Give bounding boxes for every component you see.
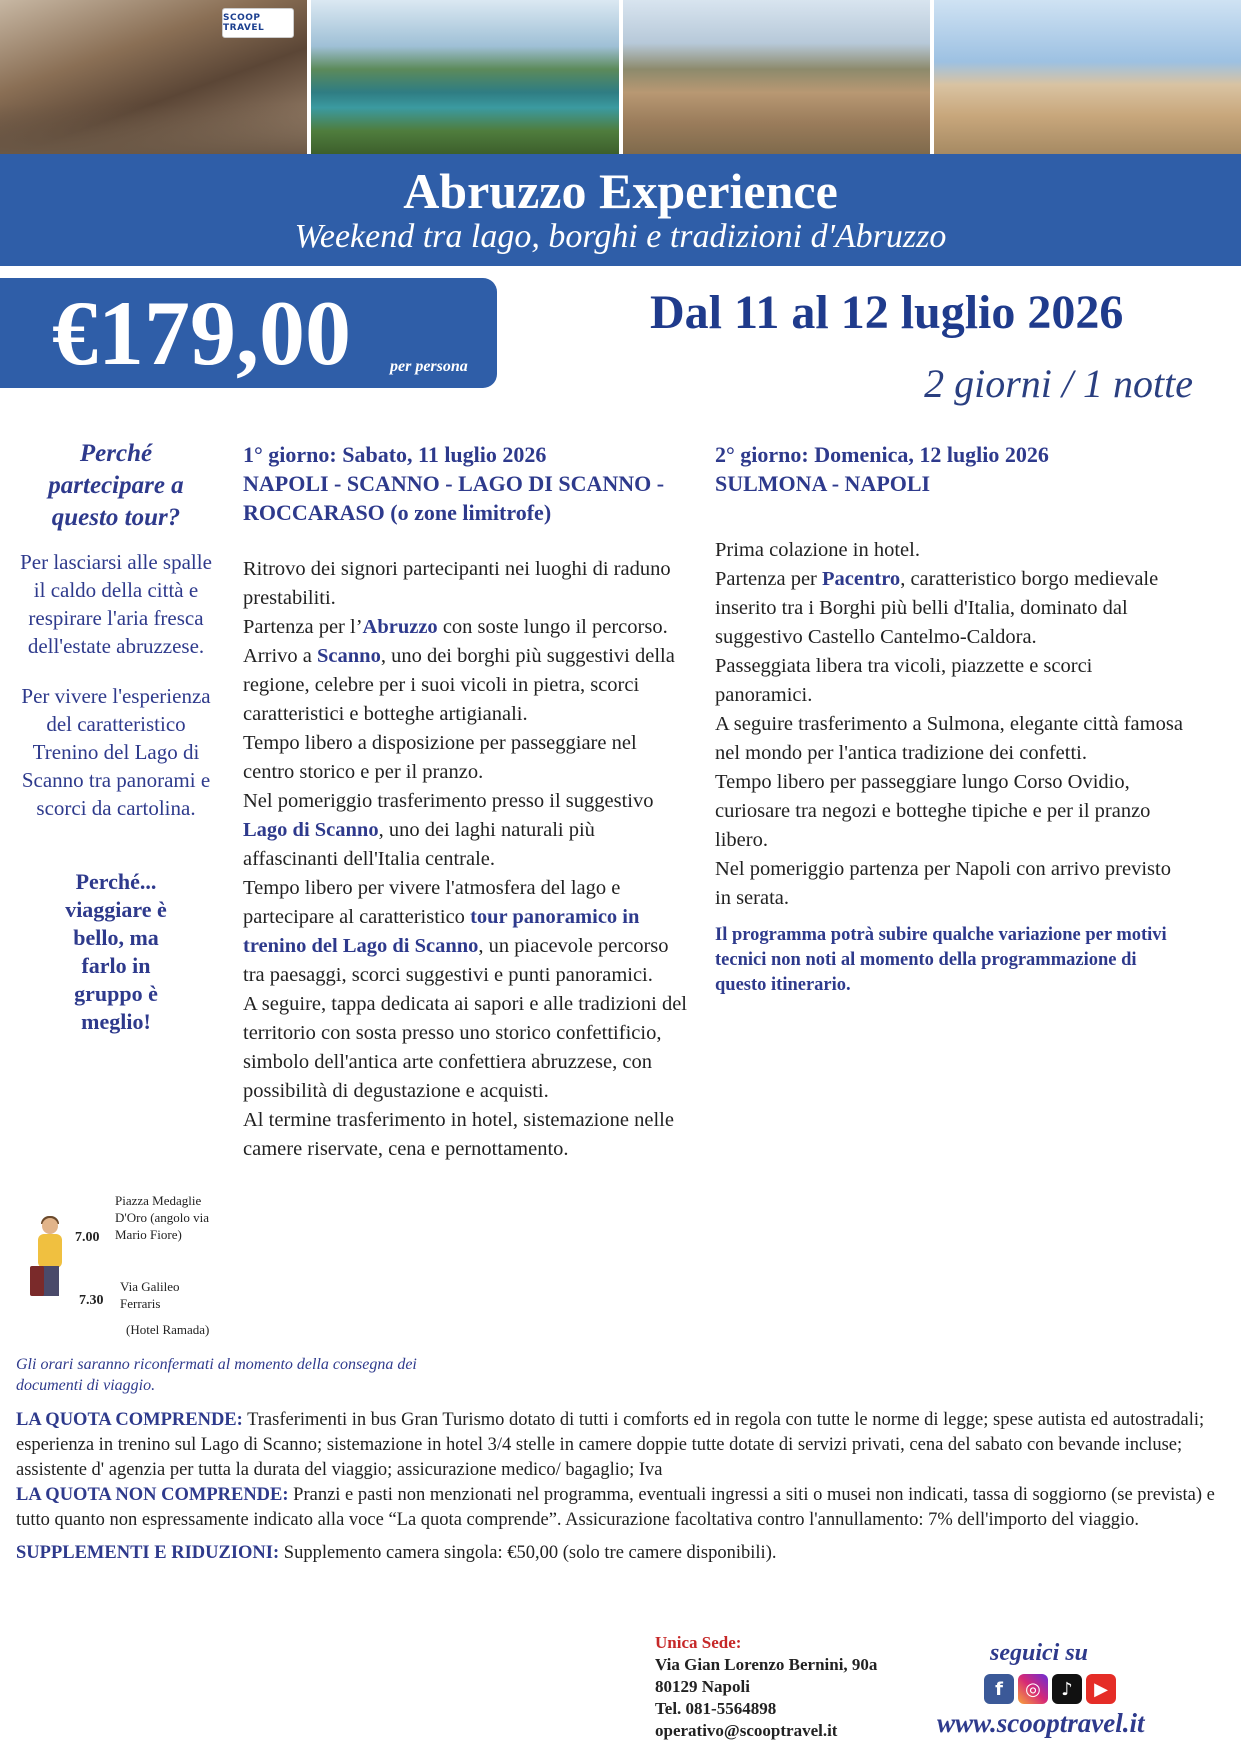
times-note: Gli orari saranno riconfermati al momento della consegna dei documenti di viaggio. bbox=[16, 1356, 417, 1394]
title-band bbox=[0, 154, 1241, 266]
supplementi-label: SUPPLEMENTI E RIDUZIONI: bbox=[16, 1543, 280, 1563]
page-subtitle: Weekend tra lago, borghi e tradizioni d'Abruzzo bbox=[294, 218, 947, 255]
day-2-paragraph: Partenza per Pacentro, caratteristico borgo medievale inserito tra i Borghi più belli d'Italia, dominato dal suggestivo Castello Cantelmo-Caldora. bbox=[715, 568, 1159, 648]
day-2-route: SULMONA - NAPOLI bbox=[715, 471, 931, 496]
departure-place-1: Piazza Medaglie D'Oro (angolo via Mario Fiore) bbox=[115, 1193, 210, 1242]
quota-comprende: LA QUOTA COMPRENDE: Trasferimenti in bus Gran Turismo dotato di tutti i comforts ed in regola con tutte le norme di legge; spese autista ed autostradali; esperienza in trenino sul Lago di Scanno; sistemazione in hotel 3/4 stelle in camere doppie tutte dotate di servizi privati, cena del sabato con bevande incluse; assistente d' agenzia per tutta la durata del viaggio; assicurazione medico/ bagaglio; Iva bbox=[16, 1410, 1205, 1480]
day-2-paragraph: Tempo libero per passeggiare lungo Corso Ovidio, curiosare tra negozi e botteghe tipiche e per il pranzo libero. bbox=[715, 771, 1151, 851]
price-unit: per persona bbox=[390, 358, 468, 375]
why-title: Perché partecipare a questo tour? bbox=[48, 440, 184, 531]
day-1-paragraph: Partenza per l’Abruzzo con soste lungo il percorso. bbox=[243, 616, 668, 638]
day-1-body bbox=[243, 555, 688, 1164]
supplementi: SUPPLEMENTI E RIDUZIONI: Supplemento camera singola: €50,00 (solo tre camere disponibili). bbox=[16, 1543, 777, 1563]
day-1-paragraph: A seguire, tappa dedicata ai sapori e alle tradizioni del territorio con sosta presso uno storico confettificio, simbolo dell'antica arte confettiera abruzzese, con possibilità di degustazione e acquisti. bbox=[243, 993, 687, 1102]
quota-non-comprende-label: LA QUOTA NON COMPRENDE: bbox=[16, 1485, 289, 1505]
tiktok-icon[interactable]: ♪ bbox=[1052, 1674, 1082, 1704]
why-column bbox=[0, 438, 232, 1036]
day-1-paragraph: Ritrovo dei signori partecipanti nei luoghi di raduno prestabiliti. bbox=[243, 558, 671, 609]
quota-comprende-label: LA QUOTA COMPRENDE: bbox=[16, 1410, 243, 1430]
day-2-program bbox=[715, 440, 1185, 998]
why-group-slogan: Perché... viaggiare è bello, ma farlo in gruppo è meglio! bbox=[65, 869, 167, 1034]
day-2-paragraph: Passeggiata libera tra vicoli, piazzette e scorci panoramici. bbox=[715, 655, 1093, 706]
departure-hotel-note: (Hotel Ramada) bbox=[126, 1322, 210, 1337]
address-line-1: Via Gian Lorenzo Bernini, 90a bbox=[655, 1655, 878, 1674]
day-2-body bbox=[715, 536, 1185, 913]
trip-duration: 2 giorni / 1 notte bbox=[924, 361, 1193, 406]
day-1-paragraph: Nel pomeriggio trasferimento presso il suggestivo Lago di Scanno, uno dei laghi naturali più affascinanti dell'Italia centrale. bbox=[243, 790, 654, 870]
departure-info bbox=[30, 1192, 240, 1342]
page-title: Abruzzo Experience bbox=[403, 163, 838, 219]
contact-block bbox=[655, 1632, 877, 1742]
day-2-heading: 2° giorno: Domenica, 12 luglio 2026 bbox=[715, 442, 1049, 467]
highlight-abruzzo: Abruzzo bbox=[362, 616, 438, 638]
departure-time-1: 7.00 bbox=[75, 1230, 100, 1245]
photo-sulmona-fountain bbox=[934, 0, 1241, 154]
scoop-travel-logo: SCOOP TRAVEL bbox=[222, 8, 294, 38]
website-link[interactable]: www.scooptravel.it bbox=[937, 1708, 1145, 1738]
day-1-route: NAPOLI - SCANNO - LAGO DI SCANNO - ROCCARASO (o zone limitrofe) bbox=[243, 471, 665, 525]
address-line-2: 80129 Napoli bbox=[655, 1677, 750, 1696]
highlight-scanno: Scanno bbox=[317, 645, 381, 667]
office-title: Unica Sede: bbox=[655, 1633, 742, 1652]
instagram-icon[interactable]: ◎ bbox=[1018, 1674, 1048, 1704]
price-box bbox=[0, 278, 497, 388]
day-1-paragraph: Tempo libero a disposizione per passeggiare nel centro storico e per il pranzo. bbox=[243, 732, 637, 783]
social-icons bbox=[984, 1674, 1116, 1704]
day-2-paragraph: Prima colazione in hotel. bbox=[715, 539, 920, 561]
photo-pacentro bbox=[623, 0, 930, 154]
program-variation-note: Il programma potrà subire qualche variazione per motivi tecnici non noti al momento della programmazione di questo itinerario. bbox=[715, 925, 1167, 995]
photo-strip bbox=[0, 0, 1241, 154]
highlight-pacentro: Pacentro bbox=[822, 568, 901, 590]
highlight-trenino-tour: tour panoramico in trenino del Lago di Scanno bbox=[243, 906, 640, 957]
terms-section bbox=[16, 1408, 1216, 1566]
why-reason-2: Per vivere l'esperienza del caratteristico Trenino del Lago di Scanno tra panorami e scorci da cartolina. bbox=[21, 684, 211, 820]
day-2-paragraph: A seguire trasferimento a Sulmona, elegante città famosa nel mondo per l'antica tradizione dei confetti. bbox=[715, 713, 1183, 764]
why-reason-1: Per lasciarsi alle spalle il caldo della città e respirare l'aria fresca dell'estate abruzzese. bbox=[20, 550, 212, 658]
traveler-icon bbox=[30, 1218, 66, 1300]
day-1-paragraph: Tempo libero per vivere l'atmosfera del lago e partecipare al caratteristico tour panoramico in trenino del Lago di Scanno, un piacevole percorso tra paesaggi, scorci suggestivi e punti panoramici. bbox=[243, 877, 669, 986]
day-1-program bbox=[243, 440, 688, 1164]
day-2-paragraph: Nel pomeriggio partenza per Napoli con arrivo previsto in serata. bbox=[715, 858, 1171, 909]
day-1-paragraph: Arrivo a Scanno, uno dei borghi più suggestivi della regione, celebre per i suoi vicoli in pietra, scorci caratteristici e botteghe artigianali. bbox=[243, 645, 675, 725]
phone-number[interactable]: Tel. 081-5564898 bbox=[655, 1699, 777, 1718]
date-range: Dal 11 al 12 luglio 2026 bbox=[650, 286, 1124, 339]
day-1-heading: 1° giorno: Sabato, 11 luglio 2026 bbox=[243, 442, 547, 467]
youtube-icon[interactable]: ▶ bbox=[1086, 1674, 1116, 1704]
quota-non-comprende: LA QUOTA NON COMPRENDE: Pranzi e pasti non menzionati nel programma, eventuali ingressi a siti o musei non indicati, tassa di soggiorno (se prevista) e tutto quanto non espressamente indicato alla voce “La quota comprende”. Assicurazione facoltativa contro l'annullamento: 7% dell'importo del viaggio. bbox=[16, 1485, 1215, 1530]
price-value: €179,00 bbox=[52, 282, 351, 384]
departure-time-2: 7.30 bbox=[79, 1293, 104, 1308]
email-link[interactable]: operativo@scooptravel.it bbox=[655, 1721, 838, 1740]
follow-us-label: seguici su bbox=[990, 1640, 1089, 1666]
facebook-icon[interactable]: f bbox=[984, 1674, 1014, 1704]
highlight-lago-di-scanno: Lago di Scanno bbox=[243, 819, 379, 841]
photo-lago-di-scanno bbox=[311, 0, 618, 154]
departure-place-2: Via Galileo Ferraris bbox=[120, 1279, 180, 1311]
day-1-paragraph: Al termine trasferimento in hotel, sistemazione nelle camere riservate, cena e pernottamento. bbox=[243, 1109, 674, 1160]
